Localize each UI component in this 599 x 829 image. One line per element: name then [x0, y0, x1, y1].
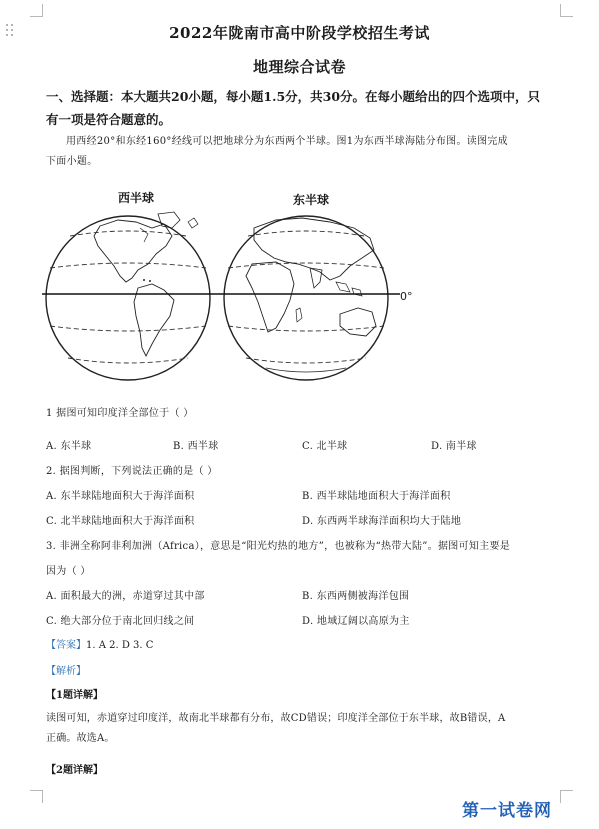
question-3-stem-line-1: 3. 非洲全称阿非利加洲（Africa），意思是“阳光灼热的地方”，也被称为“热带大陆”。据图可知主要是 [46, 541, 511, 552]
intro-line-2: 下面小题。 [46, 156, 98, 167]
equator-degree-label: 0° [400, 290, 413, 303]
q3-option-a: A. 面积最大的洲，赤道穿过其中部 [46, 591, 205, 602]
q2-option-c: C. 北半球陆地面积大于海洋面积 [46, 516, 195, 527]
detail-2-heading: 【2题详解】 [46, 765, 103, 776]
q1-option-d: D. 南半球 [431, 441, 477, 452]
detail-1-body [46, 709, 556, 749]
detail-1-line-1: 读图可知，赤道穿过印度洋，故南北半球都有分布，故CD错误；印度洋全部位于东半球，故B错误，A [46, 713, 506, 724]
question-3-stem-line-2: 因为（ ） [46, 566, 91, 577]
analysis-label: 【解析】 [46, 666, 86, 677]
question-intro [46, 132, 551, 172]
west-hemisphere-label: 西半球 [118, 191, 155, 205]
q3-option-c: C. 绝大部分位于南北回归线之间 [46, 616, 195, 627]
west-hemisphere [46, 212, 210, 380]
question-1-stem: 1 据图可知印度洋全部位于（ ） [46, 408, 194, 419]
q2-option-d: D. 东西两半球海洋面积均大于陆地 [302, 516, 462, 527]
exam-title: 2022年陇南市高中阶段学校招生考试 [169, 24, 430, 42]
crop-mark-top-left [30, 4, 43, 17]
site-watermark: 第一试卷网 [462, 801, 552, 821]
exam-subtitle: 地理综合试卷 [252, 58, 346, 76]
section-line-1: 一、选择题：本大题共20小题，每小题1.5分，共30分。在每小题给出的四个选项中，只 [46, 89, 541, 104]
q1-option-a: A. 东半球 [46, 441, 92, 452]
answer-tag: 【答案】 [46, 640, 86, 651]
crop-mark-bottom-left [30, 790, 43, 803]
q2-option-a: A. 东半球陆地面积大于海洋面积 [46, 491, 195, 502]
question-2-stem: 2. 据图判断，下列说法正确的是（ ） [46, 466, 218, 477]
intro-line-1: 用西经20°和东经160°经线可以把地球分为东西两个半球。图1为东西半球海陆分布图。读图完成 [66, 136, 508, 147]
east-hemisphere [224, 216, 388, 380]
q1-option-c: C. 北半球 [302, 441, 348, 452]
q3-option-b: B. 东西两侧被海洋包围 [302, 591, 410, 602]
east-hemisphere-label: 东半球 [293, 193, 330, 207]
section-instructions [46, 85, 556, 131]
crop-mark-top-right [560, 4, 573, 17]
detail-1-heading: 【1题详解】 [46, 690, 103, 701]
detail-1-line-2: 正确。故选A。 [46, 733, 115, 744]
crop-mark-bottom-right [560, 790, 573, 803]
answer-text: 1. A 2. D 3. C [86, 640, 154, 651]
q1-option-b: B. 西半球 [173, 441, 219, 452]
hemisphere-map [40, 184, 430, 384]
q3-option-d: D. 地域辽阔以高原为主 [302, 616, 410, 627]
q2-option-b: B. 西半球陆地面积大于海洋面积 [302, 491, 451, 502]
section-line-2: 有一项是符合题意的。 [46, 112, 172, 127]
answer-line [46, 636, 153, 651]
